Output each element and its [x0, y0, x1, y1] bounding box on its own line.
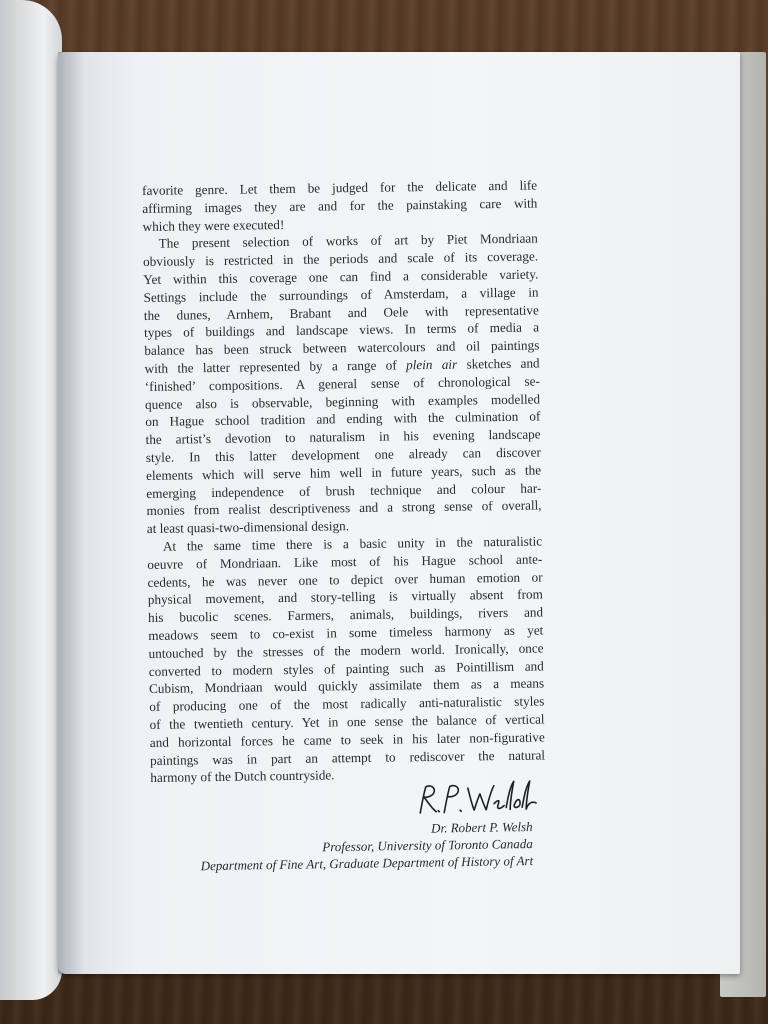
- text-line: The present selection of works of art by Piet Mondriaan: [158, 230, 538, 252]
- signature-image: [410, 777, 541, 819]
- text-line: balance has been struck between watercolours and oil paintings: [144, 337, 540, 359]
- text-line: converted to modern styles of painting such as Pointillism and: [148, 657, 544, 679]
- text-line: monies from realist descriptiveness and a strong sense of overall,: [146, 497, 542, 519]
- text-line: which they were executed!: [142, 216, 285, 234]
- text-line: oeuvre of Mondriaan. Like most of his Hague school ante-: [147, 551, 543, 572]
- text-line: Cubism, Mondriaan would quickly assimilate them as a means: [148, 675, 545, 697]
- text-line: at least quasi-two-dimensional design.: [146, 518, 350, 537]
- text-line: elements which will serve him well in future years, such as the: [145, 462, 542, 483]
- text-line: the artist’s devotion to naturalism in his evening landscape: [145, 426, 541, 448]
- text-line: types of buildings and landscape views. In terms of media a: [144, 319, 540, 341]
- text-line: style. In this latter development one already can discover: [145, 444, 541, 465]
- text-line: and horizontal forces he came to seek in his later non-figurative: [149, 729, 545, 750]
- text-line: untouched by the stresses of the modern world. Ironically, once: [148, 640, 544, 661]
- text-line: emerging independence of brush technique and colour har-: [146, 480, 542, 501]
- text-line: ‘finished’ compositions. A general sense of chronological se-: [144, 373, 540, 394]
- essay-paragraph: [147, 532, 545, 787]
- italic-term: plein air: [405, 356, 458, 373]
- text-line: affirming images they are and for the painstaking care with: [142, 195, 538, 216]
- text-line: favorite genre. Let them be judged for the delicate and life: [142, 177, 538, 198]
- text-line: Yet within this coverage one can find a considerable variety.: [143, 266, 539, 287]
- text-line: Settings include the surroundings of Amsterdam, a village in: [143, 284, 539, 305]
- text-line: harmony of the Dutch countryside.: [150, 767, 335, 786]
- essay-paragraph: [143, 230, 542, 538]
- author-department: Department of Fine Art, Graduate Department of History of Art: [200, 852, 533, 874]
- text-line: At the same time there is a basic unity in the naturalistic: [162, 533, 543, 554]
- text-line: obviously is restricted in the periods and scale of its coverage.: [143, 248, 539, 270]
- essay-paragraph: [142, 176, 538, 235]
- text-line: physical movement, and story-telling is virtually absent from: [147, 586, 543, 608]
- essay-text: [142, 176, 545, 787]
- page-gutter-shadow: [58, 52, 84, 974]
- text-line: on Hague school tradition and ending with the culmination of: [145, 408, 541, 430]
- text-line: meadows seem to co-exist in some timeless harmony as yet: [148, 622, 544, 643]
- text-line: his bucolic scenes. Farmers, animals, buildings, rivers and: [147, 604, 544, 626]
- author-title: Professor, University of Toronto Canada: [321, 835, 533, 855]
- text-line: of the twentieth century. Yet in one sense the balance of vertical: [149, 711, 545, 732]
- left-page-edge: [0, 0, 62, 1000]
- author-name: Dr. Robert P. Welsh: [430, 818, 533, 836]
- author-credits: [200, 818, 533, 874]
- text-line: cedents, he was never one to depict over human emotion or: [147, 568, 543, 590]
- handwritten-signature: [410, 777, 541, 819]
- text-line: paintings was in part an attempt to rediscover the natural: [149, 746, 546, 768]
- text-line: quence also is observable, beginning with examples modelled: [144, 391, 541, 412]
- text-line: the dunes, Arnhem, Brabant and Oele with representative: [143, 302, 539, 323]
- text-line: with the latter represented by a range of plein air sketches and: [144, 355, 540, 376]
- text-line: of producing one of the most radically anti-naturalistic styles: [149, 693, 545, 715]
